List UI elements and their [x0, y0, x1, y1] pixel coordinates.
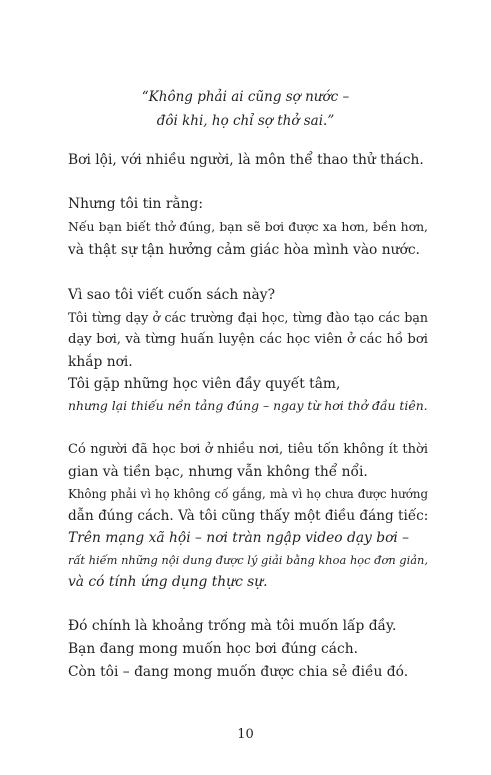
paragraph-5-line-3: Còn tôi – đang mong muốn được chia sẻ điều đó.	[68, 664, 409, 680]
paragraph-2-line-1: Nhưng tôi tin rằng:	[68, 196, 204, 212]
paragraph-5-line-2: Bạn đang mong muốn học bơi đúng cách.	[68, 641, 358, 657]
paragraph-3-line-6: nhưng lại thiếu nền tảng đúng – ngay từ hơi thở đầu tiên.	[68, 398, 428, 413]
paragraph-4-line-3: Không phải vì họ không cố gắng, mà vì họ chưa được hướng	[68, 487, 428, 501]
paragraph-4-line-5: Trên mạng xã hội – nơi tràn ngập video dạy bơi –	[68, 530, 410, 546]
paragraph-4-line-2: gian và tiền bạc, nhưng vẫn không thể nổi.	[68, 464, 368, 480]
paragraph-3-line-5: Tôi gặp những học viên đầy quyết tâm,	[68, 376, 341, 392]
paragraph-4-line-4: dẫn đúng cách. Và tôi cũng thấy một điều đáng tiếc:	[68, 508, 429, 524]
paragraph-2-line-3: và thật sự tận hưởng cảm giác hòa mình vào nước.	[68, 242, 420, 258]
paragraph-3-line-2: Tôi từng dạy ở các trường đại học, từng đào tạo các bạn	[68, 310, 428, 325]
paragraph-3-line-3: dạy bơi, và từng huấn luyện các học viên ở các hồ bơi	[68, 332, 428, 347]
paragraph-2-line-2: Nếu bạn biết thở đúng, bạn sẽ bơi được xa hơn, bền hơn,	[68, 219, 428, 234]
paragraph-3-line-1: Vì sao tôi viết cuốn sách này?	[68, 287, 275, 303]
paragraph-4-line-7: và có tính ứng dụng thực sự.	[68, 574, 268, 590]
paragraph-5-line-1: Đó chính là khoảng trống mà tôi muốn lấp đầy.	[68, 618, 397, 634]
paragraph-3-line-4: khắp nơi.	[68, 354, 133, 370]
paragraph-4-line-6: rất hiếm những nội dung được lý giải bằng khoa học đơn giản,	[68, 553, 428, 567]
paragraph-1-line-1: Bơi lội, với nhiều người, là môn thể thao thử thách.	[68, 152, 424, 168]
paragraph-4-line-1: Có người đã học bơi ở nhiều nơi, tiêu tốn không ít thời	[68, 442, 428, 457]
epigraph-line-2: đôi khi, họ chỉ sợ thở sai.”	[156, 113, 335, 129]
epigraph-line-1: “Không phải ai cũng sợ nước –	[141, 89, 350, 105]
page-number: 10	[237, 727, 254, 742]
